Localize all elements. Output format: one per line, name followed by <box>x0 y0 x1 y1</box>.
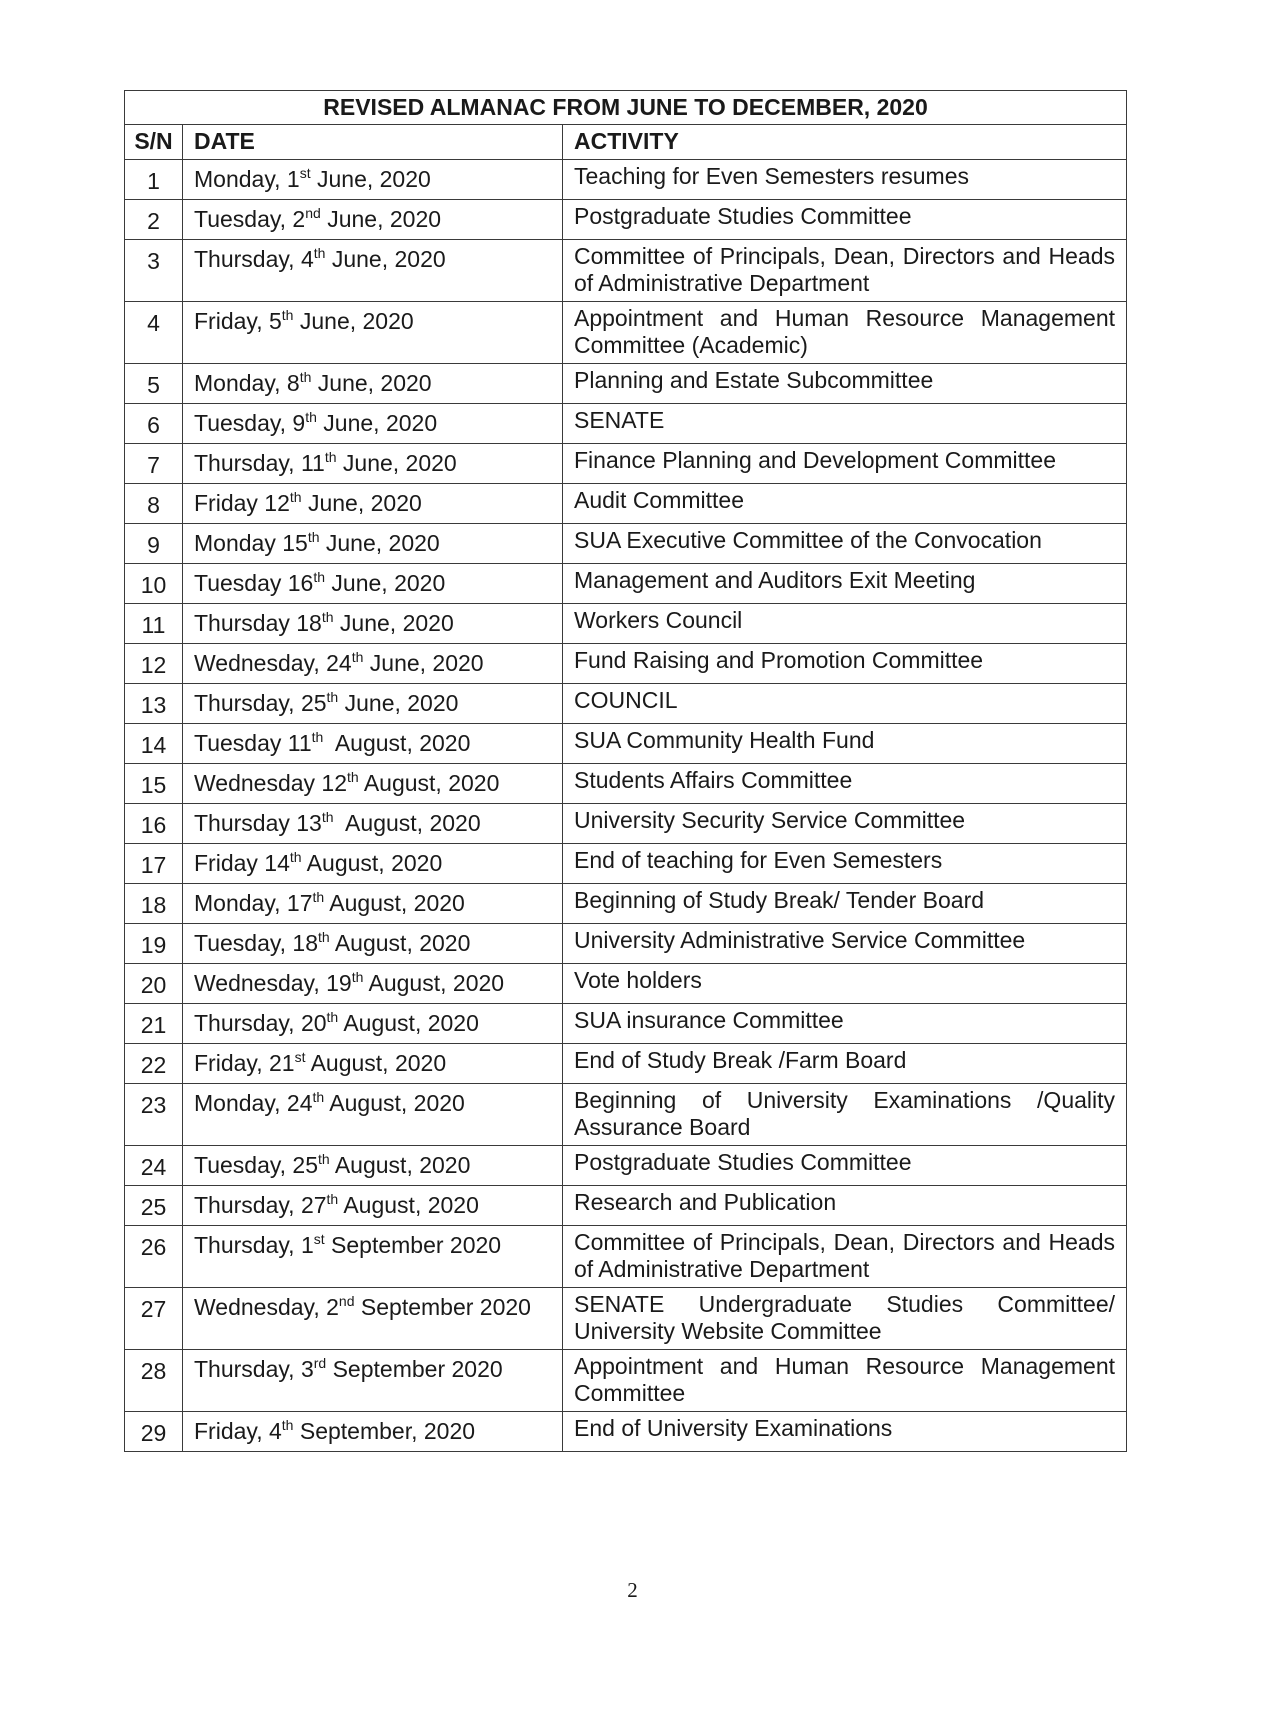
row-sn: 20 <box>125 964 183 1004</box>
row-activity: Appointment and Human Resource Management Committee (Academic) <box>563 302 1127 364</box>
row-activity: SENATE <box>563 404 1127 444</box>
row-sn: 18 <box>125 884 183 924</box>
date-pre: Monday, 24 <box>194 1090 313 1116</box>
date-post: June, 2020 <box>325 246 446 272</box>
header-sn: S/N <box>125 125 183 160</box>
date-post: June, 2020 <box>316 410 438 436</box>
date-post: September, 2020 <box>293 1418 476 1444</box>
row-sn: 16 <box>125 804 183 844</box>
date-sup: st <box>294 1049 306 1065</box>
table-row <box>125 764 1127 804</box>
date-post: August, 2020 <box>323 730 471 756</box>
table-row <box>125 564 1127 604</box>
almanac-table <box>124 90 1127 1452</box>
date-post: August, 2020 <box>329 930 471 956</box>
header-date: DATE <box>183 125 563 160</box>
row-sn: 5 <box>125 364 183 404</box>
date-pre: Wednesday 12 <box>194 770 348 796</box>
date-pre: Monday 15 <box>194 530 308 556</box>
date-pre: Thursday, 20 <box>194 1010 327 1036</box>
date-pre: Monday, 17 <box>194 890 313 916</box>
row-date <box>183 564 563 604</box>
date-pre: Friday 12 <box>194 490 290 516</box>
row-date <box>183 1350 563 1412</box>
date-post: August, 2020 <box>324 890 465 916</box>
table-row <box>125 604 1127 644</box>
row-activity: End of Study Break /Farm Board <box>563 1044 1127 1084</box>
row-date <box>183 302 563 364</box>
row-date <box>183 160 563 200</box>
row-date <box>183 844 563 884</box>
row-sn: 17 <box>125 844 183 884</box>
row-sn: 27 <box>125 1288 183 1350</box>
table-row <box>125 524 1127 564</box>
row-sn: 29 <box>125 1412 183 1452</box>
date-post: September 2020 <box>354 1294 531 1320</box>
header-row <box>125 125 1127 160</box>
date-sup: th <box>312 1089 325 1105</box>
table-row <box>125 804 1127 844</box>
row-date <box>183 924 563 964</box>
date-post: June, 2020 <box>320 206 442 232</box>
date-sup: th <box>313 245 326 261</box>
date-post: August, 2020 <box>358 770 500 796</box>
date-sup: th <box>289 489 302 505</box>
date-post: June, 2020 <box>311 370 432 396</box>
date-post: August, 2020 <box>338 1010 479 1036</box>
row-activity: Management and Auditors Exit Meeting <box>563 564 1127 604</box>
page-number: 2 <box>627 1578 638 1602</box>
date-sup: th <box>311 729 324 745</box>
row-activity: Vote holders <box>563 964 1127 1004</box>
table-row <box>125 404 1127 444</box>
date-sup: th <box>313 569 326 585</box>
row-activity: Research and Publication <box>563 1186 1127 1226</box>
row-sn: 7 <box>125 444 183 484</box>
date-pre: Wednesday, 19 <box>194 970 352 996</box>
date-sup: th <box>299 369 312 385</box>
date-post: June, 2020 <box>310 166 431 192</box>
row-activity: Planning and Estate Subcommittee <box>563 364 1127 404</box>
title-row <box>125 91 1127 125</box>
date-pre: Friday, 4 <box>194 1418 282 1444</box>
row-sn: 15 <box>125 764 183 804</box>
date-pre: Thursday, 1 <box>194 1232 314 1258</box>
row-sn: 19 <box>125 924 183 964</box>
date-post: June, 2020 <box>319 530 440 556</box>
row-sn: 2 <box>125 200 183 240</box>
date-pre: Tuesday 11 <box>194 730 312 756</box>
date-sup: th <box>321 609 334 625</box>
date-pre: Thursday 13 <box>194 810 322 836</box>
row-date <box>183 404 563 444</box>
date-post: September 2020 <box>324 1232 502 1258</box>
date-pre: Tuesday, 25 <box>194 1152 319 1178</box>
table-row <box>125 1004 1127 1044</box>
row-date <box>183 1146 563 1186</box>
row-activity: Finance Planning and Development Committee <box>563 444 1127 484</box>
date-sup: st <box>299 165 311 181</box>
date-pre: Tuesday, 18 <box>194 930 319 956</box>
row-date <box>183 884 563 924</box>
table-row <box>125 240 1127 302</box>
row-sn: 23 <box>125 1084 183 1146</box>
date-pre: Friday 14 <box>194 850 290 876</box>
row-sn: 11 <box>125 604 183 644</box>
row-sn: 8 <box>125 484 183 524</box>
table-row <box>125 1084 1127 1146</box>
date-post: June, 2020 <box>338 690 459 716</box>
date-sup: th <box>326 689 339 705</box>
row-activity: Beginning of Study Break/ Tender Board <box>563 884 1127 924</box>
date-post: September 2020 <box>326 1356 503 1382</box>
date-post: August, 2020 <box>363 970 505 996</box>
date-sup: th <box>281 307 294 323</box>
table-row <box>125 684 1127 724</box>
date-sup: th <box>351 649 364 665</box>
row-activity: SENATE Undergraduate Studies Committee/ University Website Committee <box>563 1288 1127 1350</box>
row-date <box>183 1044 563 1084</box>
date-pre: Thursday, 11 <box>194 450 325 476</box>
table-row <box>125 1288 1127 1350</box>
date-sup: nd <box>305 205 321 221</box>
date-pre: Tuesday 16 <box>194 570 314 596</box>
row-activity: Postgraduate Studies Committee <box>563 200 1127 240</box>
row-activity: Postgraduate Studies Committee <box>563 1146 1127 1186</box>
row-date <box>183 200 563 240</box>
row-date <box>183 1186 563 1226</box>
table-row <box>125 1186 1127 1226</box>
table-body <box>125 160 1127 1452</box>
row-sn: 1 <box>125 160 183 200</box>
date-sup: th <box>326 1009 339 1025</box>
row-sn: 14 <box>125 724 183 764</box>
row-date <box>183 1412 563 1452</box>
table-row <box>125 724 1127 764</box>
table-title: REVISED ALMANAC FROM JUNE TO DECEMBER, 2020 <box>125 91 1127 125</box>
table-row <box>125 964 1127 1004</box>
row-activity: University Administrative Service Committee <box>563 924 1127 964</box>
row-activity: University Security Service Committee <box>563 804 1127 844</box>
row-sn: 6 <box>125 404 183 444</box>
table-row <box>125 1146 1127 1186</box>
table-row <box>125 160 1127 200</box>
row-sn: 28 <box>125 1350 183 1412</box>
row-activity: Beginning of University Examinations /Quality Assurance Board <box>563 1084 1127 1146</box>
date-post: June, 2020 <box>336 450 457 476</box>
date-pre: Thursday, 25 <box>194 690 327 716</box>
date-sup: st <box>313 1231 325 1247</box>
row-activity: Workers Council <box>563 604 1127 644</box>
date-sup: th <box>305 409 317 425</box>
row-activity: Appointment and Human Resource Management Committee <box>563 1350 1127 1412</box>
table-row <box>125 484 1127 524</box>
row-date <box>183 1226 563 1288</box>
row-activity: Teaching for Even Semesters resumes <box>563 160 1127 200</box>
date-sup: th <box>307 529 320 545</box>
date-post: June, 2020 <box>325 570 446 596</box>
row-activity: End of University Examinations <box>563 1412 1127 1452</box>
row-sn: 4 <box>125 302 183 364</box>
date-post: August, 2020 <box>338 1192 479 1218</box>
date-sup: nd <box>338 1293 355 1309</box>
date-sup: rd <box>313 1355 327 1371</box>
row-date <box>183 1084 563 1146</box>
row-activity: SUA Community Health Fund <box>563 724 1127 764</box>
row-date <box>183 764 563 804</box>
row-date <box>183 964 563 1004</box>
row-date <box>183 644 563 684</box>
row-activity: Committee of Principals, Dean, Directors and Heads of Administrative Department <box>563 240 1127 302</box>
table-row <box>125 1044 1127 1084</box>
table-row <box>125 844 1127 884</box>
date-post: June, 2020 <box>363 650 484 676</box>
row-date <box>183 1288 563 1350</box>
date-pre: Thursday, 3 <box>194 1356 314 1382</box>
table-row <box>125 644 1127 684</box>
row-date <box>183 444 563 484</box>
date-pre: Thursday, 4 <box>194 246 314 272</box>
date-pre: Monday, 8 <box>194 370 300 396</box>
date-post: August, 2020 <box>301 850 443 876</box>
row-sn: 13 <box>125 684 183 724</box>
date-pre: Thursday 18 <box>194 610 322 636</box>
row-sn: 21 <box>125 1004 183 1044</box>
date-sup: th <box>326 1191 339 1207</box>
table-row <box>125 1412 1127 1452</box>
date-post: August, 2020 <box>329 1152 471 1178</box>
date-sup: th <box>324 449 337 465</box>
row-activity: End of teaching for Even Semesters <box>563 844 1127 884</box>
date-sup: th <box>318 1151 330 1167</box>
date-pre: Tuesday, 9 <box>194 410 306 436</box>
table-row <box>125 884 1127 924</box>
date-sup: th <box>281 1417 294 1433</box>
date-sup: th <box>347 769 359 785</box>
row-sn: 10 <box>125 564 183 604</box>
date-sup: th <box>312 889 325 905</box>
table-row <box>125 1350 1127 1412</box>
table-row <box>125 444 1127 484</box>
date-pre: Friday, 21 <box>194 1050 295 1076</box>
row-activity: Audit Committee <box>563 484 1127 524</box>
table-row <box>125 364 1127 404</box>
date-sup: th <box>318 929 330 945</box>
row-sn: 22 <box>125 1044 183 1084</box>
row-sn: 3 <box>125 240 183 302</box>
date-post: June, 2020 <box>333 610 454 636</box>
row-date <box>183 604 563 644</box>
date-post: August, 2020 <box>333 810 481 836</box>
row-date <box>183 804 563 844</box>
row-sn: 24 <box>125 1146 183 1186</box>
table-row <box>125 302 1127 364</box>
table-row <box>125 924 1127 964</box>
date-pre: Monday, 1 <box>194 166 300 192</box>
row-activity: Students Affairs Committee <box>563 764 1127 804</box>
date-sup: th <box>351 969 364 985</box>
row-sn: 26 <box>125 1226 183 1288</box>
table-row <box>125 1226 1127 1288</box>
row-activity: Fund Raising and Promotion Committee <box>563 644 1127 684</box>
row-sn: 9 <box>125 524 183 564</box>
row-date <box>183 524 563 564</box>
date-post: June, 2020 <box>301 490 422 516</box>
date-pre: Thursday, 27 <box>194 1192 327 1218</box>
date-sup: th <box>289 849 302 865</box>
row-date <box>183 484 563 524</box>
row-date <box>183 240 563 302</box>
date-sup: th <box>321 809 334 825</box>
date-pre: Tuesday, 2 <box>194 206 306 232</box>
row-sn: 25 <box>125 1186 183 1226</box>
row-activity: SUA Executive Committee of the Convocation <box>563 524 1127 564</box>
row-sn: 12 <box>125 644 183 684</box>
row-activity: SUA insurance Committee <box>563 1004 1127 1044</box>
row-date <box>183 364 563 404</box>
date-pre: Friday, 5 <box>194 308 282 334</box>
date-pre: Wednesday, 24 <box>194 650 352 676</box>
date-pre: Wednesday, 2 <box>194 1294 339 1320</box>
header-activity: ACTIVITY <box>563 125 1127 160</box>
row-date <box>183 684 563 724</box>
row-date <box>183 1004 563 1044</box>
date-post: August, 2020 <box>305 1050 447 1076</box>
row-activity: Committee of Principals, Dean, Directors and Heads of Administrative Department <box>563 1226 1127 1288</box>
table-row <box>125 200 1127 240</box>
date-post: June, 2020 <box>293 308 414 334</box>
date-post: August, 2020 <box>324 1090 465 1116</box>
row-date <box>183 724 563 764</box>
row-activity: COUNCIL <box>563 684 1127 724</box>
